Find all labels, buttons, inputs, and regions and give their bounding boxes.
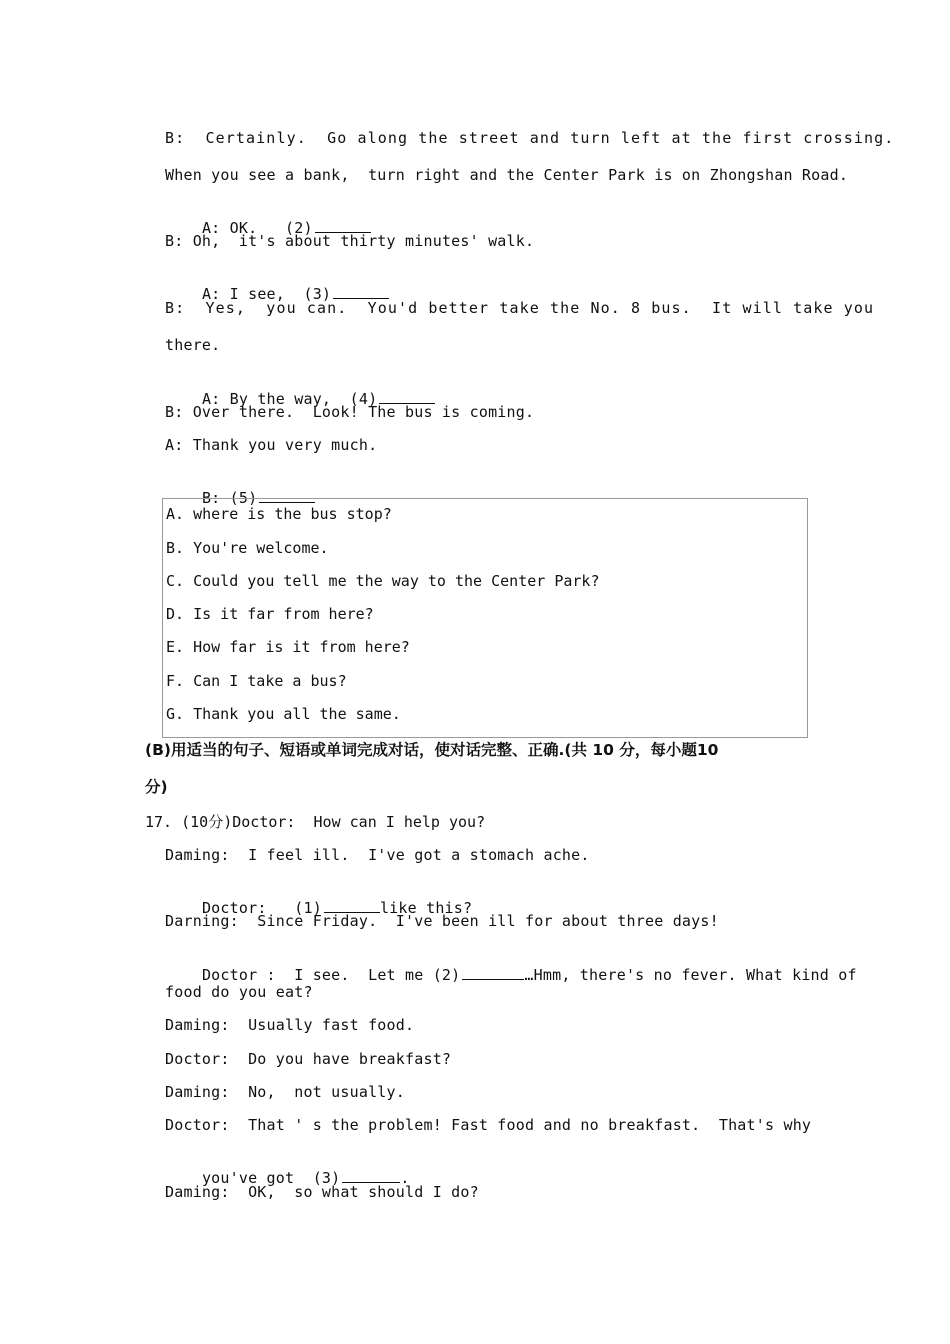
dialogue-text: A: By the way, (4)	[201, 390, 378, 408]
question-text: (10分)Doctor: How can I help you?	[181, 813, 486, 831]
option-item: G. Thank you all the same.	[166, 705, 401, 723]
answer-blank[interactable]	[342, 1168, 400, 1183]
dialogue-line: Doctor: Do you have breakfast?	[165, 1050, 452, 1068]
dialogue-line: Daming: No, not usually.	[165, 1083, 405, 1101]
dialogue-text: A: I see, (3)	[201, 285, 332, 303]
dialogue-line: A: Thank you very much.	[165, 436, 378, 454]
section-heading: (B)用适当的句子、短语或单词完成对话，使对话完整、正确.(共 10 分，每小题10	[145, 741, 719, 759]
option-item: F. Can I take a bus?	[166, 672, 347, 690]
dialogue-text: Doctor: (1)	[201, 899, 322, 917]
dialogue-text: …Hmm, there's no fever. What kind of	[524, 966, 857, 984]
dialogue-line: Doctor: That ' s the problem! Fast food and no breakfast. That's why	[165, 1116, 812, 1134]
answer-blank[interactable]	[462, 965, 524, 980]
section-heading: 分)	[145, 778, 168, 796]
option-item: B. You're welcome.	[166, 539, 329, 557]
question-17-first-line	[145, 812, 485, 832]
dialogue-line: Darning: Since Friday. I've been ill for about three days!	[165, 912, 719, 930]
dialogue-line: Daming: I feel ill. I've got a stomach ache.	[165, 846, 590, 864]
option-item: A. where is the bus stop?	[166, 505, 392, 523]
dialogue-line: B: Oh, it's about thirty minutes' walk.	[165, 232, 535, 250]
option-item: C. Could you tell me the way to the Center Park?	[166, 572, 600, 590]
dialogue-text: like this?	[379, 899, 473, 917]
dialogue-text: you've got (3)	[201, 1169, 341, 1187]
dialogue-line: B: Certainly. Go along the street and turn left at the first crossing.	[165, 129, 895, 147]
answer-blank[interactable]	[333, 284, 389, 299]
dialogue-text: .	[400, 1169, 410, 1187]
dialogue-text: Doctor : I see. Let me (2)	[201, 966, 461, 984]
dialogue-line: Daming: Usually fast food.	[165, 1016, 415, 1034]
dialogue-line: B: Over there. Look! The bus is coming.	[165, 403, 535, 421]
option-item: E. How far is it from here?	[166, 638, 410, 656]
dialogue-text: A: OK. (2)	[201, 219, 313, 237]
question-number: 17.	[145, 813, 173, 831]
dialogue-text: B: (5)	[201, 489, 258, 507]
dialogue-line: there.	[165, 336, 221, 354]
option-item: D. Is it far from here?	[166, 605, 374, 623]
dialogue-line: food do you eat?	[165, 983, 313, 1001]
dialogue-line: B: Yes, you can. You'd better take the No. 8 bus. It will take you	[165, 299, 875, 317]
dialogue-line: Daming: OK, so what should I do?	[165, 1183, 479, 1201]
dialogue-line: When you see a bank, turn right and the Center Park is on Zhongshan Road.	[165, 166, 849, 184]
